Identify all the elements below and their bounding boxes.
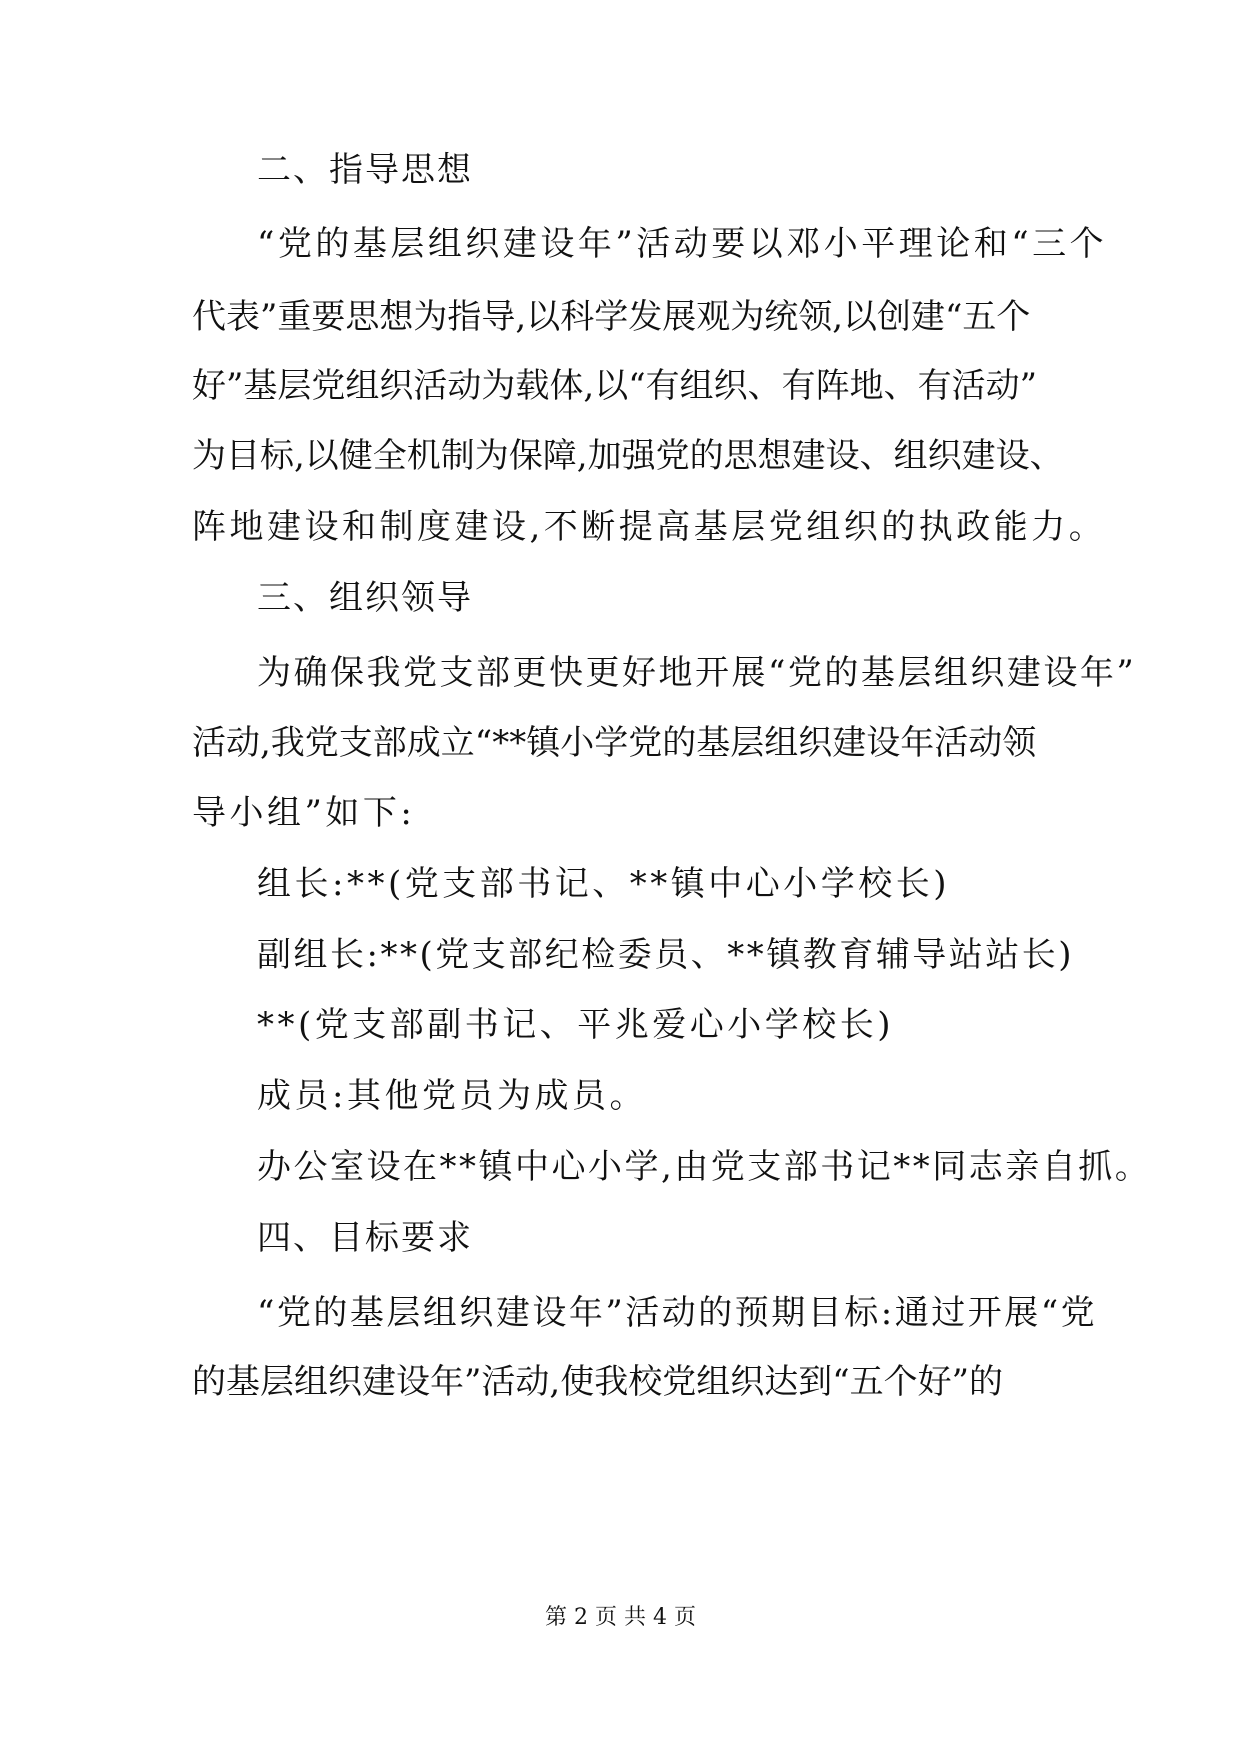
member-line: 组长:**(党支部书记、**镇中心小学校长) — [257, 864, 950, 904]
paragraph-line: 活动,我党支部成立“**镇小学党的基层组织建设年活动领 — [192, 723, 1037, 763]
section-heading: 三、组织领导 — [257, 578, 473, 618]
paragraph-line: 为目标,以健全机制为保障,加强党的思想建设、组织建设、 — [192, 436, 1064, 476]
page-number: 第 2 页 共 4 页 — [545, 1605, 696, 1630]
member-line: 成员:其他党员为成员。 — [257, 1076, 647, 1116]
paragraph-line: 代表”重要思想为指导,以科学发展观为统领,以创建“五个 — [192, 297, 1031, 337]
paragraph-line: 导小组”如下: — [192, 793, 416, 833]
paragraph-line: 好”基层党组织活动为载体,以“有组织、有阵地、有活动” — [192, 366, 1037, 406]
section-heading: 四、目标要求 — [257, 1218, 473, 1258]
paragraph-line: “党的基层组织建设年”活动的预期目标:通过开展“党 — [257, 1293, 1098, 1333]
paragraph-line: “党的基层组织建设年”活动要以邓小平理论和“三个 — [257, 224, 1108, 264]
member-line: 副组长:**(党支部纪检委员、**镇教育辅导站站长) — [257, 935, 1074, 975]
paragraph-line: 阵地建设和制度建设,不断提高基层党组织的执政能力。 — [192, 507, 1107, 547]
paragraph-line: 的基层组织建设年”活动,使我校党组织达到“五个好”的 — [192, 1362, 1003, 1402]
paragraph-line: 为确保我党支部更快更好地开展“党的基层组织建设年” — [257, 653, 1137, 693]
member-line: 办公室设在**镇中心小学,由党支部书记**同志亲自抓。 — [257, 1147, 1152, 1187]
member-line: **(党支部副书记、平兆爱心小学校长) — [257, 1005, 895, 1045]
section-heading: 二、指导思想 — [257, 150, 473, 190]
